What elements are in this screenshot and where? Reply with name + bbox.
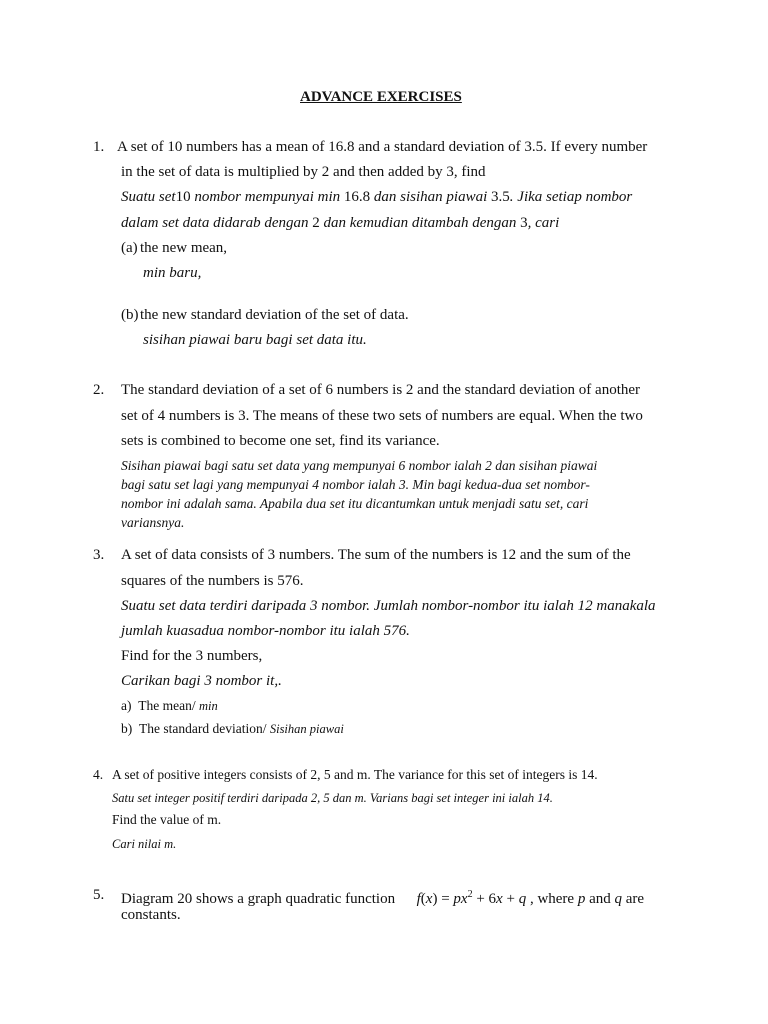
subpart-b-ms: Sisihan piawai (269, 722, 344, 736)
ms-number: 3 (520, 215, 528, 231)
question-text-ms: Suatu set data terdiri daripada 3 nombor. Jumlah nombor-nombor itu ialah 12 manakala (121, 598, 656, 614)
en-text: are (622, 891, 645, 907)
subpart-b-label: (b) (121, 307, 139, 323)
en-text: , where (526, 891, 578, 907)
subpart-b-en: the new standard deviation of the set of data. (140, 307, 409, 323)
ms-number: 2 (312, 215, 320, 231)
eq-part: f (416, 891, 421, 907)
question-text-en: squares of the numbers is 576. (121, 573, 304, 589)
page-title: ADVANCE EXERCISES (300, 89, 462, 105)
variable-q: q (614, 891, 623, 907)
ms-text: , cari (527, 215, 560, 231)
ms-number: 10 (175, 189, 191, 205)
question-number: 3. (93, 547, 105, 563)
question-text-ms: bagi satu set lagi yang mempunyai 4 nombor ialah 3. Min bagi kedua-dua set nombor- (121, 477, 590, 492)
question-text-en: The standard deviation of a set of 6 numbers is 2 and the standard deviation of another (121, 382, 641, 398)
eq-exponent: 2 (467, 889, 473, 900)
question-number: 4. (93, 767, 104, 782)
question-text-en: set of 4 numbers is 3. The means of these two sets of numbers are equal. When the two (121, 408, 643, 424)
subpart-b (121, 720, 344, 738)
variable-p: p (577, 891, 586, 907)
find-instruction-ms: Cari nilai m. (112, 837, 177, 851)
ms-text: dan kemudian ditambah dengan (319, 215, 521, 231)
find-instruction-ms: Carikan bagi 3 nombor it,. (121, 673, 282, 689)
ms-number: 16.8 (343, 189, 371, 205)
subpart-a-en: The mean/ (138, 698, 196, 713)
eq-part: + 6 (472, 891, 497, 907)
ms-text: nombor mempunyai min (190, 189, 344, 205)
quadratic-equation: $f(x) = px^2 + 6x + q$ (416, 889, 527, 907)
subpart-a-ms: min baru, (143, 265, 202, 281)
eq-part: + (502, 891, 519, 907)
question-text-ms: nombor ini adalah sama. Apabila dua set itu dicantumkan untuk menjadi satu set, cari (121, 496, 589, 511)
question-text-ms (121, 188, 632, 206)
subpart-a-label: a) (121, 698, 132, 713)
eq-part: q (518, 891, 527, 907)
subpart-a-en: the new mean, (140, 240, 228, 256)
subpart-b-label: b) (121, 721, 133, 736)
en-text: and (585, 891, 615, 907)
ms-text: dan sisihan piawai (370, 189, 492, 205)
question-text-en: A set of data consists of 3 numbers. The sum of the numbers is 12 and the sum of the (121, 547, 631, 563)
question-text-ms: jumlah kuasadua nombor-nombor itu ialah 576. (121, 623, 410, 639)
find-instruction-en: Find for the 3 numbers, (121, 648, 263, 664)
question-text-en: in the set of data is multiplied by 2 and then added by 3, find (121, 164, 486, 180)
question-text-ms (121, 214, 559, 232)
ms-text: dalam set data didarab dengan (121, 215, 313, 231)
question-text-ms: Satu set integer positif terdiri daripada 2, 5 dan m. Varians bagi set integer ini ialah 14. (112, 791, 553, 805)
subpart-a-ms: min (198, 699, 218, 713)
eq-part: px (453, 891, 468, 907)
eq-part: = (437, 891, 454, 907)
ms-text: . Jika setiap nombor (509, 189, 633, 205)
question-number: 2. (93, 382, 105, 398)
question-text-ms: Sisihan piawai bagi satu set data yang mempunyai 6 nombor ialah 2 dan sisihan piawai (121, 458, 598, 473)
ms-number: 3.5 (491, 189, 510, 205)
question-number: 1. (93, 139, 105, 155)
question-text-en (121, 886, 644, 908)
question-text-ms: variansnya. (121, 515, 185, 530)
subpart-a-label: (a) (121, 240, 138, 256)
subpart-b-en: The standard deviation/ (139, 721, 267, 736)
question-text-en: A set of 10 numbers has a mean of 16.8 and a standard deviation of 3.5. If every number (117, 139, 648, 155)
eq-part: x (496, 891, 503, 907)
question-number: 5. (93, 887, 105, 903)
question-text-en: constants. (121, 907, 181, 923)
subpart-b-ms: sisihan piawai baru bagi set data itu. (143, 332, 367, 348)
ms-text: Suatu set (121, 189, 176, 205)
question-text-en: sets is combined to become one set, find its variance. (121, 433, 440, 449)
en-text: Diagram 20 shows a graph quadratic function (121, 891, 396, 907)
question-text-en: A set of positive integers consists of 2, 5 and m. The variance for this set of integers is 14. (112, 767, 598, 782)
subpart-a (121, 697, 218, 715)
find-instruction-en: Find the value of m. (112, 812, 222, 827)
